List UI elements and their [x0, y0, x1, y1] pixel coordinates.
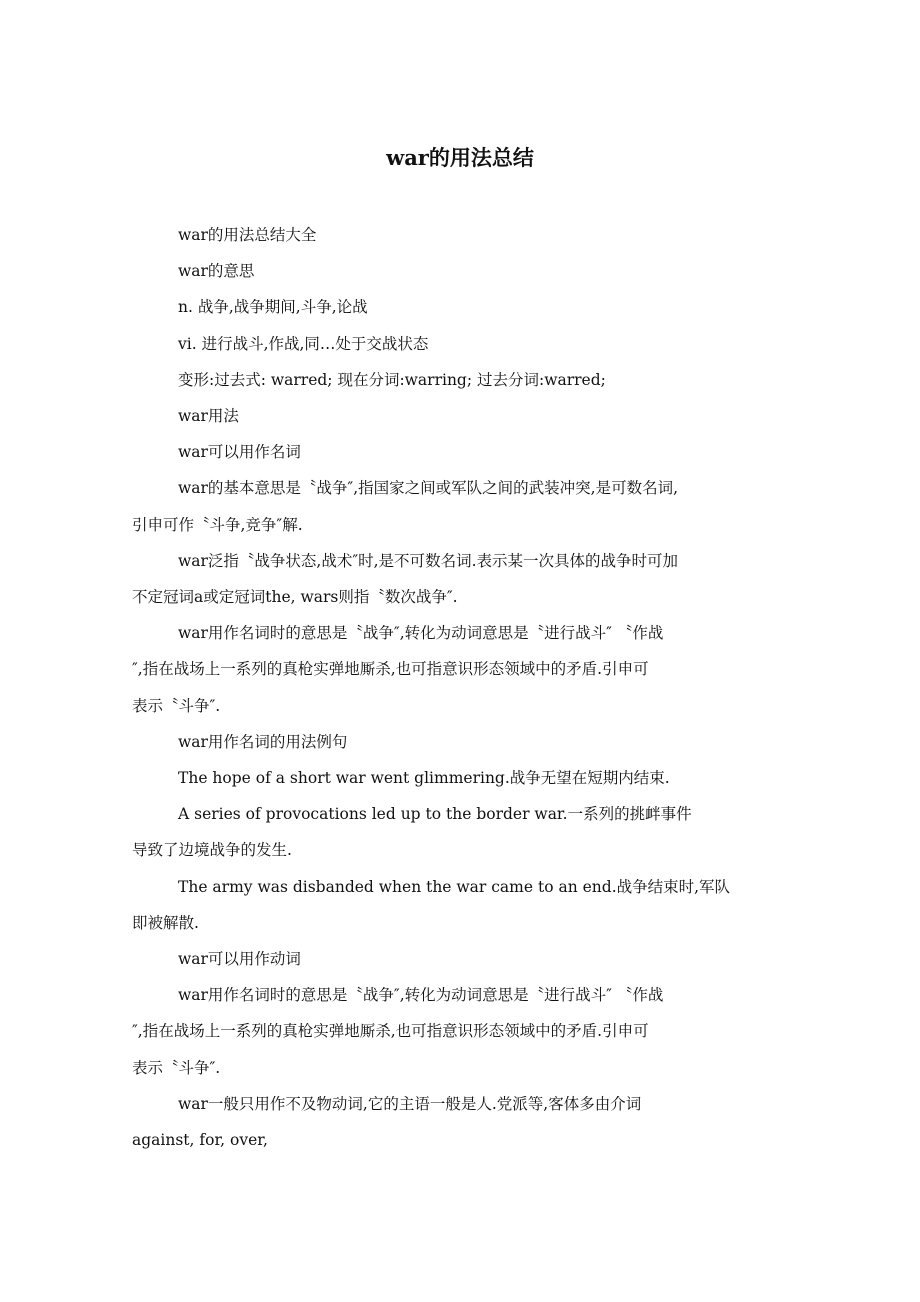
text-line: war泛指〝战争状态,战术″时,是不可数名词.表示某一次具体的战争时可加	[178, 551, 678, 570]
paragraph	[132, 977, 802, 1086]
paragraph	[132, 869, 802, 941]
text-line: A series of provocations led up to the border war.一系列的挑衅事件	[178, 805, 692, 824]
paragraph	[132, 470, 802, 542]
text-line: 表示〝斗争″.	[132, 696, 221, 715]
paragraph	[132, 289, 802, 325]
paragraph	[132, 362, 802, 398]
paragraph	[132, 1086, 802, 1158]
text-line: war可以用作名词	[178, 443, 301, 462]
paragraph	[132, 398, 802, 434]
document-title: war的用法总结	[386, 145, 534, 170]
text-line: 即被解散.	[132, 913, 199, 932]
text-line: war的基本意思是〝战争″,指国家之间或军队之间的武装冲突,是可数名词,	[178, 479, 678, 498]
text-line: war的用法总结大全	[178, 226, 317, 244]
text-line: 变形:过去式: warred; 现在分词:warring; 过去分词:warred;	[178, 370, 606, 389]
text-line: war用作名词时的意思是〝战争″,转化为动词意思是〝进行战斗″ 〝作战	[178, 624, 664, 643]
document-body	[132, 217, 802, 1158]
paragraph	[132, 434, 802, 470]
paragraph	[132, 796, 802, 868]
text-line: war用作名词的用法例句	[178, 732, 348, 751]
text-line: war用作名词时的意思是〝战争″,转化为动词意思是〝进行战斗″ 〝作战	[178, 986, 664, 1005]
text-line: n. 战争,战争期间,斗争,论战	[178, 298, 368, 317]
paragraph	[132, 217, 802, 253]
text-line: 导致了边境战争的发生.	[132, 841, 292, 860]
text-line: 引申可作〝斗争,竞争″解.	[132, 515, 303, 534]
paragraph	[132, 253, 802, 289]
paragraph	[132, 760, 802, 796]
text-line: 不定冠词a或定冠词the, wars则指〝数次战争″.	[132, 588, 458, 607]
text-line: 表示〝斗争″.	[132, 1058, 221, 1077]
paragraph	[132, 724, 802, 760]
text-line: The hope of a short war went glimmering.战争无望在短期内结束.	[178, 769, 670, 788]
text-line: war可以用作动词	[178, 950, 301, 969]
text-line: war用法	[178, 407, 239, 426]
text-line: ″,指在战场上一系列的真枪实弹地厮杀,也可指意识形态领域中的矛盾.引申可	[132, 1022, 649, 1041]
text-line: ″,指在战场上一系列的真枪实弹地厮杀,也可指意识形态领域中的矛盾.引申可	[132, 660, 649, 679]
text-line: against, for, over,	[132, 1131, 268, 1150]
paragraph	[132, 615, 802, 724]
paragraph	[132, 941, 802, 977]
paragraph	[132, 543, 802, 615]
text-line: The army was disbanded when the war came to an end.战争结束时,军队	[178, 877, 731, 896]
text-line: vi. 进行战斗,作战,同…处于交战状态	[178, 334, 429, 353]
paragraph	[132, 326, 802, 362]
text-line: war一般只用作不及物动词,它的主语一般是人.党派等,客体多由介词	[178, 1094, 642, 1113]
text-line: war的意思	[178, 262, 255, 281]
